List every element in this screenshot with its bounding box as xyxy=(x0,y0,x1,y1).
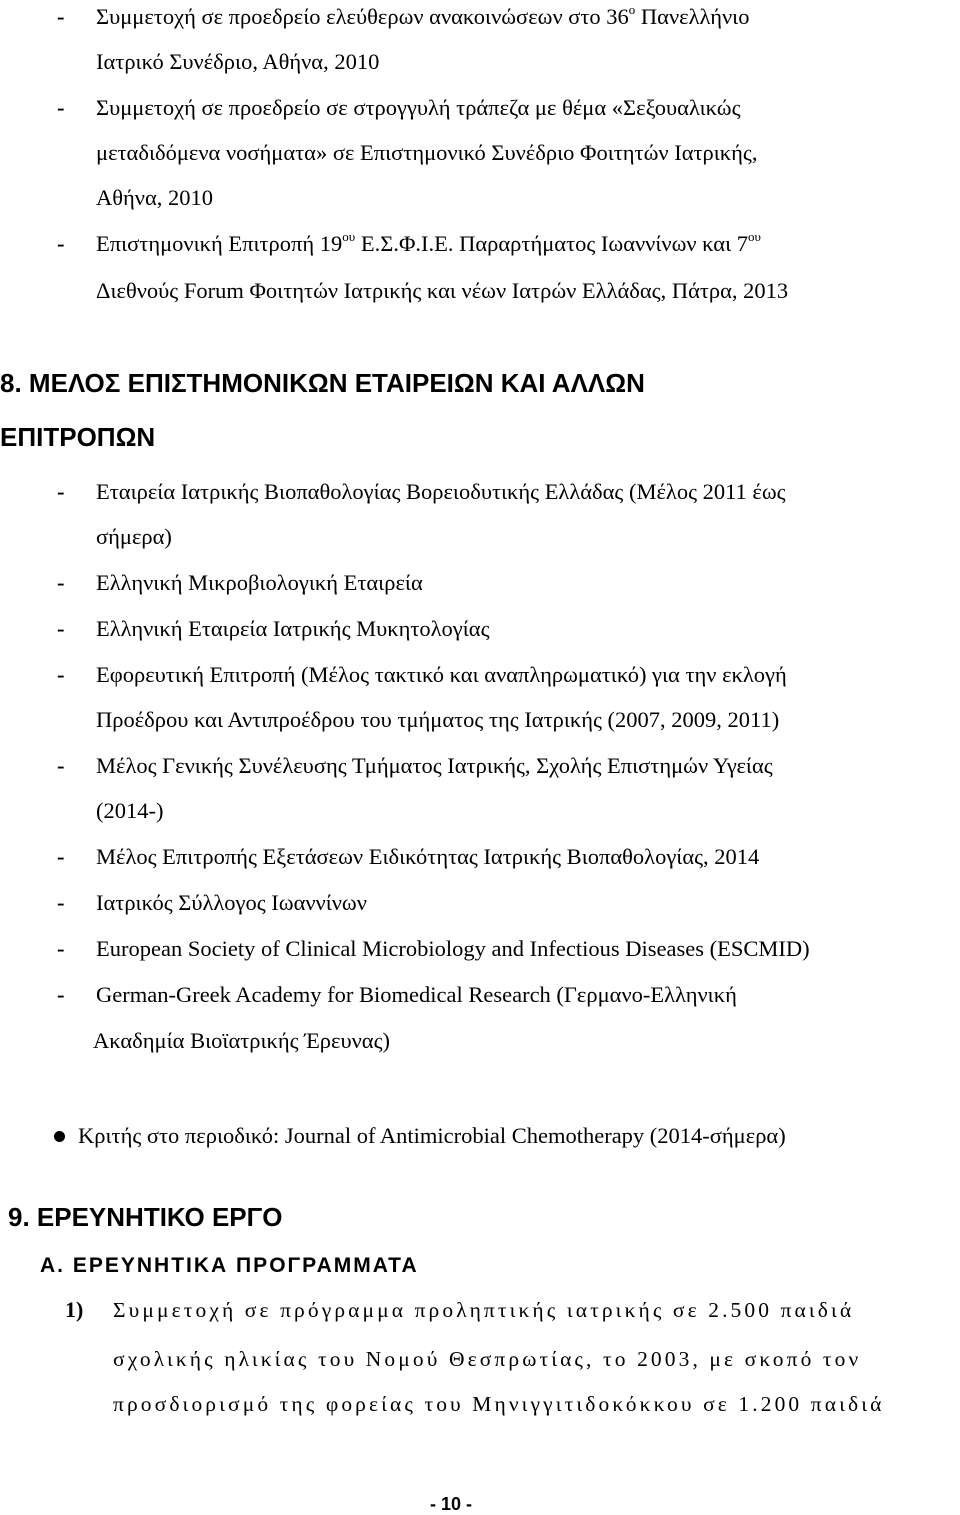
list-item-text: Προέδρου και Αντιπροέδρου του τμήματος της Ιατρικής (2007, 2009, 2011) xyxy=(96,707,780,732)
item-number: 1) xyxy=(65,1297,84,1322)
list-dash: - xyxy=(57,982,65,1007)
list-item-text: Ελληνική Εταιρεία Ιατρικής Μυκητολογίας xyxy=(96,616,490,641)
list-item-text: German-Greek Academy for Biomedical Research (Γερμανο-Ελληνική xyxy=(96,982,737,1007)
research-item-text: σχολικής ηλικίας του Νομού Θεσπρωτίας, το 2003, με σκοπό τον xyxy=(113,1347,862,1371)
list-dash: - xyxy=(57,890,65,915)
list-dash: - xyxy=(57,570,65,595)
list-dash: - xyxy=(57,479,65,504)
list-dash: - xyxy=(57,4,65,29)
list-dash: - xyxy=(57,844,65,869)
list-dash: - xyxy=(57,753,65,778)
page-number: - 10 - xyxy=(430,1494,473,1514)
bullet-icon xyxy=(54,1131,65,1142)
list-item-text: σήμερα) xyxy=(96,524,172,549)
list-item-text: Ιατρικό Συνέδριο, Αθήνα, 2010 xyxy=(96,49,380,74)
list-item-text: Ιατρικός Σύλλογος Ιωαννίνων xyxy=(96,890,367,915)
list-dash: - xyxy=(57,231,65,256)
list-dash: - xyxy=(57,936,65,961)
list-dash: - xyxy=(57,95,65,120)
list-item-text: Συμμετοχή σε προεδρείο ελεύθερων ανακοινώσεων στο $36^o$ Πανελλήνιο xyxy=(96,2,750,29)
reviewer-text: Κριτής στο περιοδικό: Journal of Antimicrobial Chemotherapy (2014-σήμερα) xyxy=(78,1123,786,1148)
list-item-text: Ακαδημία Βιοϊατρικής Έρευνας) xyxy=(93,1028,390,1053)
subsection-a-heading: Α. ΕΡΕΥΝΗΤΙΚΑ ΠΡΟΓΡΑΜΜΑΤΑ xyxy=(40,1254,419,1277)
list-item-text: Μέλος Γενικής Συνέλευσης Τμήματος Ιατρικής, Σχολής Επιστημών Υγείας xyxy=(96,753,773,778)
list-item-text: Εταιρεία Ιατρικής Βιοπαθολογίας Βορειοδυτικής Ελλάδας (Μέλος 2011 έως xyxy=(96,479,786,504)
list-item-text: Αθήνα, 2010 xyxy=(96,185,214,210)
research-item-text: Συμμετοχή σε πρόγραμμα προληπτικής ιατρικής σε 2.500 παιδιά xyxy=(113,1298,855,1322)
list-dash: - xyxy=(57,616,65,641)
list-item-text: Εφορευτική Επιτροπή (Μέλος τακτικό και αναπληρωματικό) για την εκλογή xyxy=(96,662,787,687)
section-9-heading: 9. ΕΡΕΥΝΗΤΙΚΟ ΕΡΓΟ xyxy=(8,1202,283,1232)
research-item-text: προσδιορισμό της φορείας του Μηνιγγιτιδοκόκκου σε 1.200 παιδιά xyxy=(113,1392,885,1416)
list-item-text: μεταδιδόμενα νοσήματα» σε Επιστημονικό Συνέδριο Φοιτητών Ιατρικής, xyxy=(96,140,758,165)
list-item-text: Επιστημονική Επιτροπή $19^{o\upsilon}$ Ε.Σ.Φ.Ι.Ε. Παραρτήματος Ιωαννίνων και $7^{o\upsilon}$ xyxy=(96,229,761,256)
list-dash: - xyxy=(57,662,65,687)
section-8-heading: 8. ΜΕΛΟΣ ΕΠΙΣΤΗΜΟΝΙΚΩΝ ΕΤΑΙΡΕΙΩΝ ΚΑΙ ΑΛΛΩΝ xyxy=(0,368,645,398)
list-item-text: Διεθνούς Forum Φοιτητών Ιατρικής και νέων Ιατρών Ελλάδας, Πάτρα, 2013 xyxy=(96,278,789,303)
list-item-text: Μέλος Επιτροπής Εξετάσεων Ειδικότητας Ιατρικής Βιοπαθολογίας, 2014 xyxy=(96,844,760,869)
list-item-text: (2014-) xyxy=(96,798,164,823)
list-item-text: Συμμετοχή σε προεδρείο σε στρογγυλή τράπεζα με θέμα «Σεξουαλικώς xyxy=(96,95,741,120)
section-8-heading-cont: ΕΠΙΤΡΟΠΩΝ xyxy=(0,422,156,452)
list-item-text: European Society of Clinical Microbiology and Infectious Diseases (ESCMID) xyxy=(96,936,810,961)
list-item-text: Ελληνική Μικροβιολογική Εταιρεία xyxy=(96,570,423,595)
